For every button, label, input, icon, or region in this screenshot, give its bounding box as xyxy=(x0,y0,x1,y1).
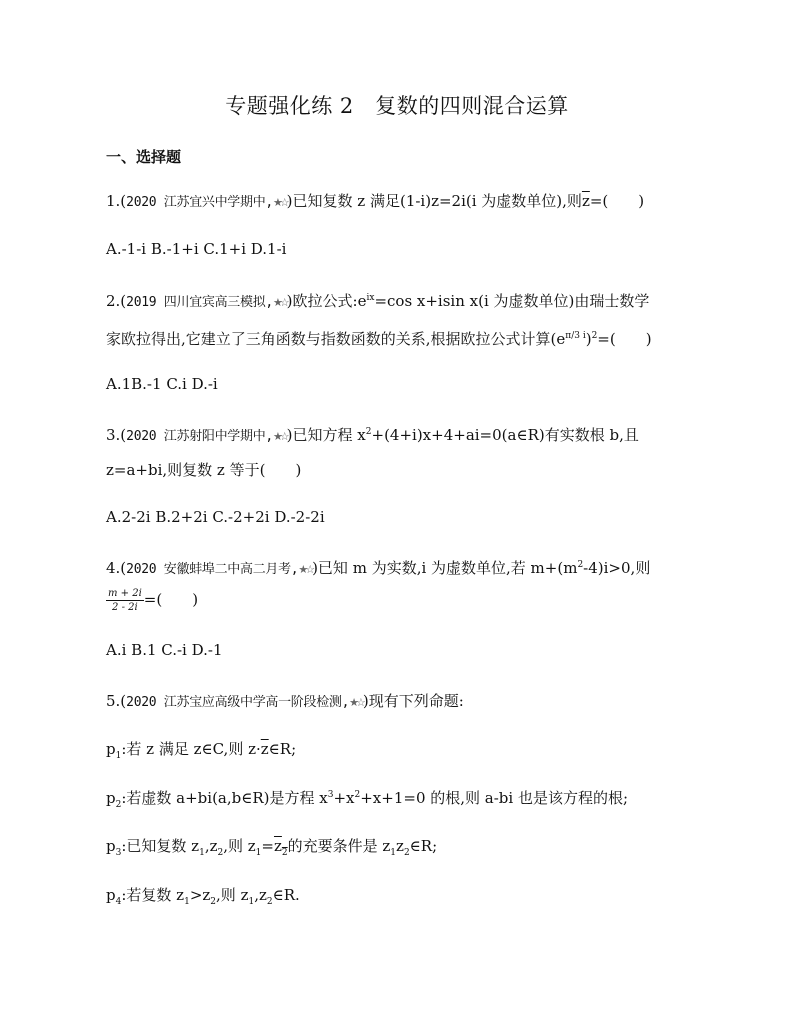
question-4-source: 2020 安徽蚌埠二中高二月考, xyxy=(126,562,299,577)
question-5-source: 2020 江苏宝应高级中学高一阶段检测, xyxy=(126,695,350,710)
question-4-stem-line-2: $\frac{m + 2i}{2 - 2i}$ =( ) xyxy=(108,588,199,613)
question-3-options: A.2-2i B.2+2i C.-2+2i D.-2-2i xyxy=(106,508,325,526)
question-1-options: A.-1-i B.-1+i C.1+i D.1-i xyxy=(106,240,287,258)
question-3-stem: 3.(2020 江苏射阳中学期中,★☆)已知方程 $x^2+(4+i)x+4+ai=0(a\in R)$有实数根 b,且 xyxy=(106,426,639,444)
difficulty-stars-icon: ★☆ xyxy=(272,430,287,443)
question-2-stem-line-2: 家欧拉得出,它建立了三角函数与指数函数的关系,根据欧拉公式计算$(e^{\pi/3 i})^2=$( ) xyxy=(106,330,652,348)
question-4-stem: 4.(2020 安徽蚌埠二中高二月考,★☆)已知 m 为实数,i 为虚数单位,若 $m+(m^2-4)i>0$,则 xyxy=(106,559,651,577)
proposition-p3: $p_3$:已知复数 $z_1,z_2$,则 $z_1=z_2$的充要条件是 $z_1z_2\in R$; xyxy=(106,837,438,858)
question-3-stem-line-2: z=a+bi,则复数 z 等于( ) xyxy=(106,461,302,479)
question-1-source: 2020 江苏宜兴中学期中, xyxy=(126,195,273,210)
question-2-source: 2019 四川宜宾高三模拟, xyxy=(126,295,273,310)
proposition-p4: $p_4$:若复数 $z_1>z_2$,则 $z_1,z_2\in R$. xyxy=(106,886,300,907)
conjugate-z: $\overline{z}$ xyxy=(581,192,590,210)
difficulty-stars-icon: ★☆ xyxy=(272,196,287,209)
question-2-options: A.1B.-1 C.i D.-i xyxy=(106,375,218,393)
difficulty-stars-icon: ★☆ xyxy=(298,563,313,576)
fraction: $\frac{m + 2i}{2 - 2i}$ xyxy=(108,588,142,613)
question-5-stem: 5.(2020 江苏宝应高级中学高一阶段检测,★☆)现有下列命题: xyxy=(106,692,464,710)
difficulty-stars-icon: ★☆ xyxy=(349,696,363,709)
proposition-p1: $p_1$:若 z 满足 z∈C,则 $z\cdot\overline{z}\in R$; xyxy=(106,740,297,761)
difficulty-stars-icon: ★☆ xyxy=(272,296,287,309)
question-3-source: 2020 江苏射阳中学期中, xyxy=(126,429,273,444)
question-2-stem: 2.(2019 四川宜宾高三模拟,★☆)欧拉公式$:e^{ix}=\cos$ x+isin x(i 为虚数单位)由瑞士数学 xyxy=(106,292,650,310)
question-4-options: A.i B.1 C.-i D.-1 xyxy=(106,641,223,659)
question-1-stem: 1.(2020 江苏宜兴中学期中,★☆)已知复数 z 满足(1-i)z=2i(i 为虚数单位),则$\overline{z}=$( ) xyxy=(106,192,645,210)
page-title: 专题强化练 2 复数的四则混合运算 xyxy=(225,94,569,118)
section-heading: 一、选择题 xyxy=(106,148,182,166)
proposition-p2: $p_2$:若虚数 a+bi(a,b∈R)是方程 $x^3+x^2+x+1=0$ 的根,则 a-bi 也是该方程的根; xyxy=(106,789,629,810)
